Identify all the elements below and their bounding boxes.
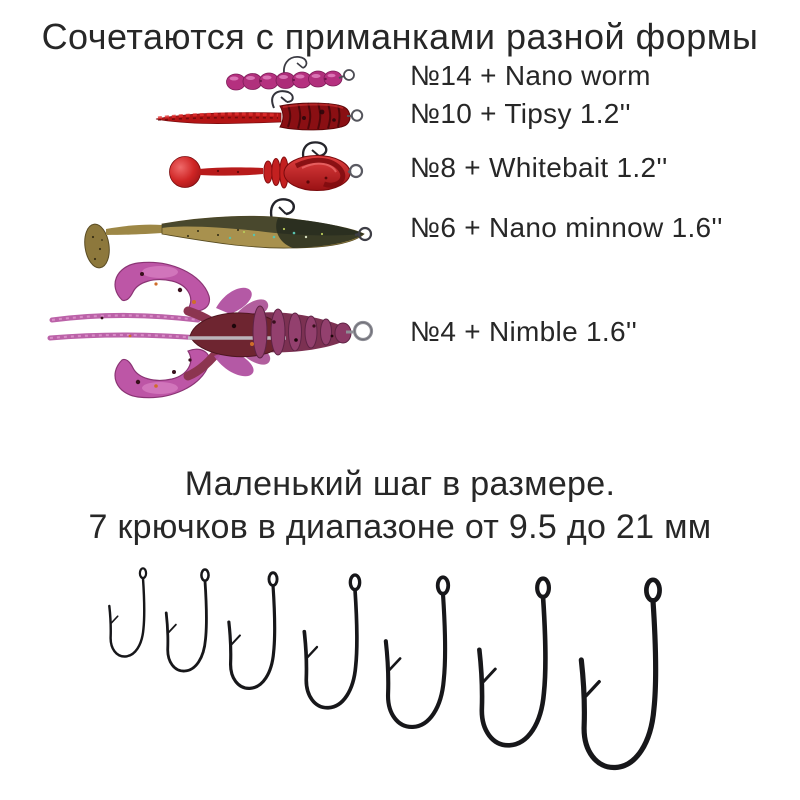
combo-label-no14: №14 + Nano worm	[410, 60, 651, 91]
hook-size-5	[386, 577, 448, 727]
hook-size-4	[304, 575, 359, 708]
lure-body	[170, 156, 351, 191]
hook-size-1-smallest	[109, 568, 146, 656]
combo-label-no8: №8 + Whitebait 1.2''	[410, 152, 668, 183]
page-title: Сочетаются с приманками разной формы	[41, 16, 759, 57]
hook-size-7-largest	[581, 580, 659, 768]
combo-label-no4: №4 + Nimble 1.6''	[410, 316, 638, 347]
hooks-row-photo	[60, 550, 740, 800]
hooks-heading-line1: Маленький шаг в размере.	[184, 465, 616, 503]
whitebait-lure-photo	[158, 138, 370, 200]
tipsy-lure-photo	[148, 88, 370, 138]
craw-antennae	[50, 316, 200, 339]
hook-size-2	[166, 570, 208, 672]
combo-label-no6: №6 + Nano minnow 1.6''	[410, 212, 723, 243]
nimble-craw-lure-photo	[38, 256, 383, 418]
hook-size-3	[229, 573, 277, 689]
worm-body	[156, 103, 350, 130]
hooks-heading-line2: 7 крючков в диапазоне от 9.5 до 21 мм	[88, 508, 712, 546]
hook-size-6	[479, 579, 549, 746]
combo-label-no10: №10 + Tipsy 1.2''	[410, 98, 631, 129]
